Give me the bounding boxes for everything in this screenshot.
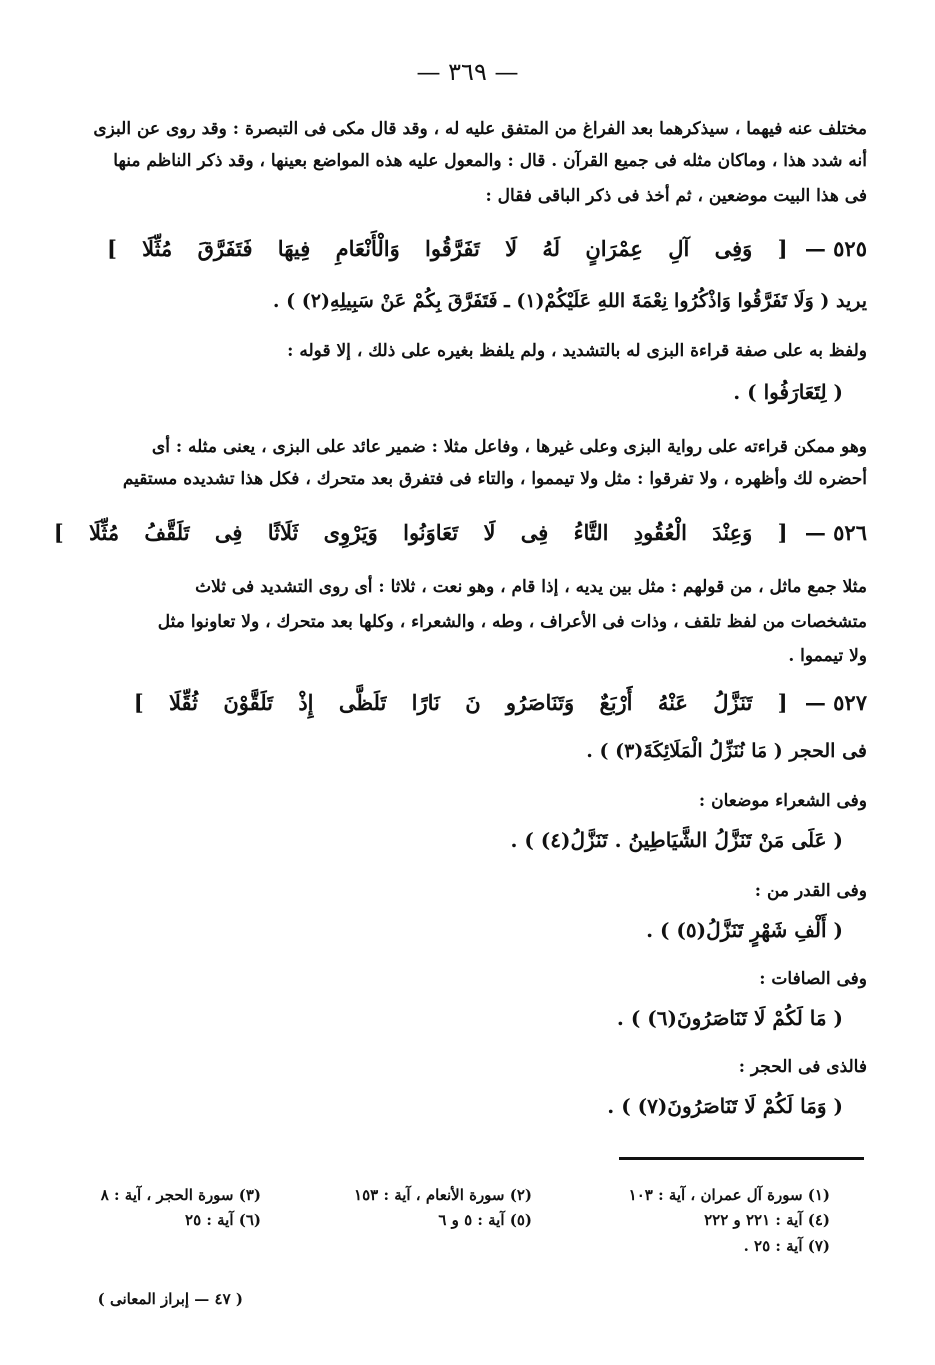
- verse-525: [107, 236, 867, 261]
- paragraph-line: مختلف عنه فيهما ، سيذكرهما بعد الفراغ من المتفق عليه له ، وقد قال مكى فى التبصرة : وقد روى عن البزى: [93, 119, 867, 139]
- paragraph-line: ولفظ به على صفة قراءة البزى له بالتشديد ، ولم يلفظ بغيره على ذلك ، إلا قوله :: [287, 341, 867, 361]
- verse-526: [54, 520, 867, 545]
- footnote: (٢) سورة الأنعام ، آية : ١٥٣: [354, 1186, 532, 1204]
- footnote: (٥) آية : ٥ و ٦: [438, 1211, 532, 1229]
- paragraph-line: يريد ( وَلَا تَفَرَّقُوا وَاذْكُرُوا نِعْمَةَ اللهِ عَلَيْكُمْ(١) ـ فَتَفَرَّقَ بِكُمْ عَنْ سَبِيلِهِ(٢) ) .: [272, 290, 867, 312]
- footnote: (٦) آية : ٢٥: [185, 1211, 261, 1229]
- paragraph-line: ولا تيمموا .: [788, 646, 867, 666]
- paragraph-line: وهو ممكن قراءته على رواية البزى وعلى غيرها ، وفاعل مثلا : ضمير عائد على البزى ، يعنى مثله : أى: [151, 437, 867, 457]
- page-number: — ٣٦٩ —: [416, 58, 519, 86]
- verse-number: ٥٢٧ —: [804, 690, 867, 715]
- paragraph-line: وفى الشعراء موضعان :: [698, 791, 867, 811]
- verse-text: [ وَفِى آلِ عِمْرَانٍ لَهُ لَا تَفَرَّقُوا وَالْأَنْعَامِ فِيهَا فَتَفَرَّقَ مُثِّلَا ]: [106, 236, 788, 261]
- footnote-divider: [619, 1157, 864, 1160]
- verse-text: [ وَعِنْدَ الْعُقُودِ التَّاءُ فِى لَا تَعَاوَنُوا وَيَرْوِى ثَلَاثًا فِى تَلَقَّفُ مُثِّلَا ]: [53, 520, 788, 545]
- quran-quote: ( مَا لَكُمْ لَا تَنَاصَرُونَ(٦) ) .: [616, 1006, 843, 1030]
- paragraph-line: أحضره لك وأظهره ، ولا تفرقوا : مثل ولا تيمموا ، والتاء فى فتفرق بعد متحرك ، فكل هذا تشديده مستقيم: [122, 469, 867, 489]
- paragraph-line: فالذى فى الحجر :: [738, 1057, 867, 1077]
- verse-text: [ تَنَزَّلُ عَنْهُ أَرْبَعٌ وَتَنَاصَرُو نَ نَارًا تَلَظَّى إِذْ تَلَقَّوْنَ ثُقِّلَا ]: [133, 690, 788, 715]
- paragraph-line: وفى الصافات :: [759, 969, 867, 989]
- paragraph-line: فى الحجر ( مَا نُنَزِّلُ الْمَلَائِكَةَ(٣) ) .: [586, 740, 867, 762]
- quran-quote: ( لِتَعَارَفُوا ) .: [733, 380, 843, 404]
- paragraph-line: وفى القدر من :: [754, 881, 867, 901]
- footnote: (١) سورة آل عمران ، آية : ١٠٣: [628, 1186, 830, 1204]
- footnote: (٣) سورة الحجر ، آية : ٨: [100, 1186, 261, 1204]
- verse-number: ٥٢٦ —: [804, 520, 867, 545]
- quran-quote: ( أَلْفِ شَهْرٍ تَنَزَّلُ(٥) ) .: [646, 918, 843, 942]
- paragraph-line: فى هذا البيت موضعين ، ثم أخذ فى ذكر الباقى فقال :: [485, 186, 867, 206]
- quran-quote: ( وَمَا لَكُمْ لَا تَنَاصَرُونَ(٧) ) .: [607, 1094, 843, 1118]
- paragraph-line: مثلا جمع ماثل ، من قولهم : مثل بين يديه ، إذا قام ، وهو نعت ، ثلاثا : أى روى التشديد فى ثلاث: [195, 577, 867, 597]
- verse-number: ٥٢٥ —: [804, 236, 867, 261]
- verse-527: [134, 690, 867, 715]
- footnote: (٤) آية : ٢٢١ و ٢٢٢: [704, 1211, 830, 1229]
- quran-quote: ( عَلَى مَنْ تَنَزَّلُ الشَّيَاطِينُ . تَنَزَّلُ(٤) ) .: [510, 828, 843, 852]
- footnote: (٧) آية : ٢٥ .: [743, 1237, 830, 1255]
- paragraph-line: أنه شدد هذا ، وماكان مثله فى جميع القرآن . قال : والمعول عليه هذه المواضع بعينها ، وقد ذكر الناظم منها: [113, 151, 867, 171]
- book-signature: ( ٤٧ — إبراز المعانى ): [97, 1290, 243, 1308]
- paragraph-line: متشخصات من لفظ تلقف ، وذات فى الأعراف ، وطه ، والشعراء ، وكلها بعد متحرك ، ولا تعاونوا مثل: [157, 612, 867, 632]
